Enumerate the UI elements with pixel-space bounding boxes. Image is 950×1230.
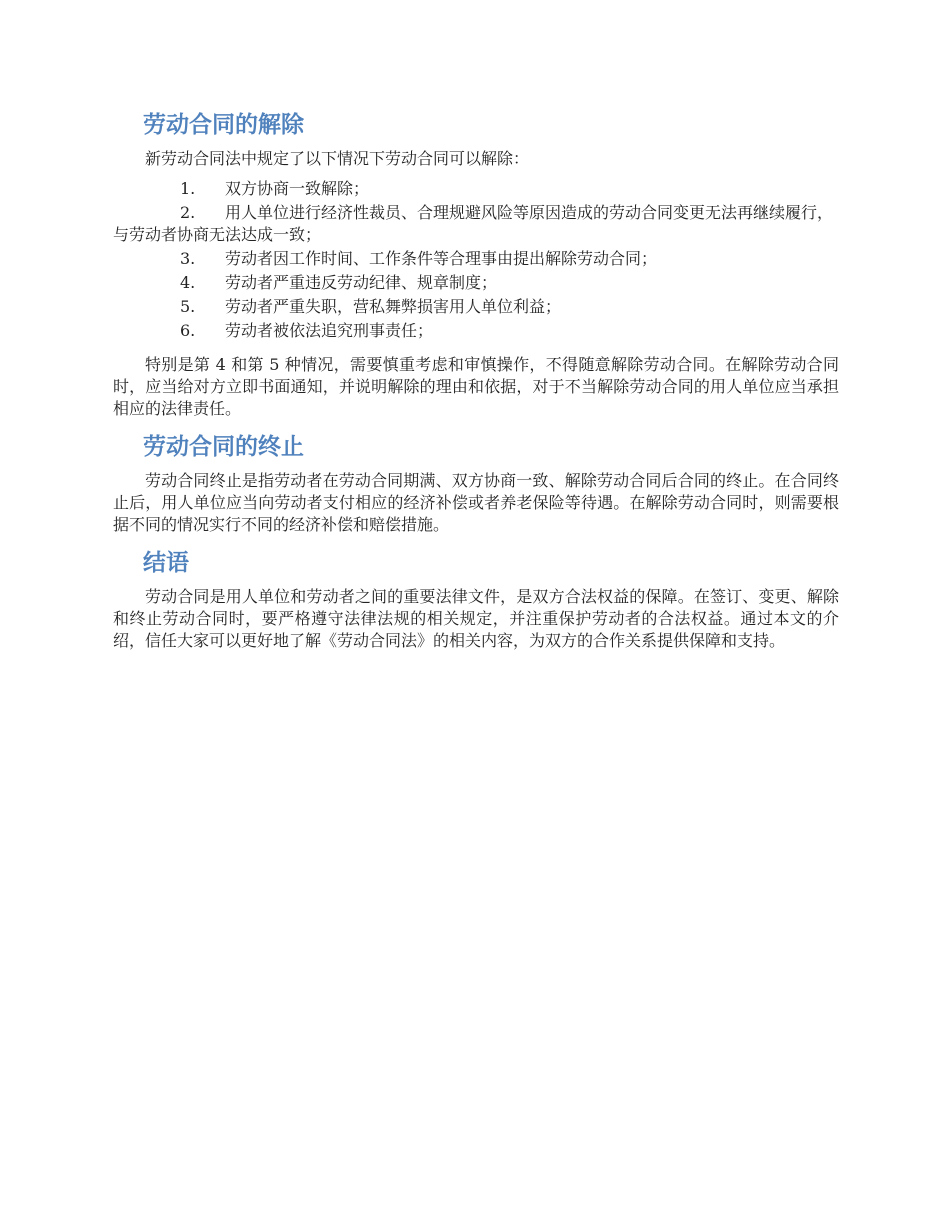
conclusion-paragraph: 劳动合同是用人单位和劳动者之间的重要法律文件，是双方合法权益的保障。在签订、变更、解除和终止劳动合同时，要严格遵守法律法规的相关规定，并注重保护劳动者的合法权益。通过本文的介绍，信任大家可以更好地了解《劳动合同法》的相关内容，为双方的合作关系提供保障和支持。 bbox=[113, 587, 839, 650]
document-page bbox=[113, 108, 839, 662]
section-heading-termination: 劳动合同的解除 bbox=[143, 112, 304, 138]
section-intro: 新劳动合同法中规定了以下情况下劳动合同可以解除： bbox=[145, 149, 530, 168]
termination-conditions-list bbox=[113, 178, 839, 342]
list-item bbox=[113, 248, 839, 270]
section-body-paragraph: 劳动合同终止是指劳动者在劳动合同期满、双方协商一致、解除劳动合同后合同的终止。在合同终止后，用人单位应当向劳动者支付相应的经济补偿或者养老保险等待遇。在解除劳动合同时，则需要根据不同的情况实行不同的经济补偿和赔偿措施。 bbox=[113, 471, 839, 534]
list-number: 4. bbox=[180, 273, 196, 292]
list-item bbox=[113, 178, 839, 200]
section-heading-conclusion: 结语 bbox=[143, 550, 189, 576]
list-number: 5. bbox=[180, 297, 196, 316]
list-text: 双方协商一致解除； bbox=[225, 179, 370, 198]
section-closing-paragraph: 特别是第 4 和第 5 种情况，需要慎重考虑和审慎操作，不得随意解除劳动合同。在解除劳动合同时，应当给对方立即书面通知，并说明解除的理由和依据，对于不当解除劳动合同的用人单位应当承担相应的法律责任。 bbox=[113, 355, 839, 418]
list-number: 2. bbox=[180, 203, 196, 222]
section-heading-expiration: 劳动合同的终止 bbox=[143, 434, 304, 460]
list-text: 劳动者因工作时间、工作条件等合理事由提出解除劳动合同； bbox=[225, 249, 658, 268]
list-number: 3. bbox=[180, 249, 196, 268]
list-item bbox=[113, 296, 839, 318]
list-item bbox=[113, 272, 839, 294]
list-item bbox=[113, 320, 839, 342]
list-number: 6. bbox=[180, 321, 196, 340]
list-text: 劳动者严重失职，营私舞弊损害用人单位利益； bbox=[225, 297, 562, 316]
list-text: 劳动者严重违反劳动纪律、规章制度； bbox=[225, 273, 498, 292]
list-text: 用人单位进行经济性裁员、合理规避风险等原因造成的劳动合同变更无法再继续履行，与劳动者协商无法达成一致； bbox=[113, 203, 834, 244]
list-number: 1. bbox=[180, 179, 196, 198]
list-text: 劳动者被依法追究刑事责任； bbox=[225, 321, 434, 340]
list-item bbox=[113, 202, 839, 246]
